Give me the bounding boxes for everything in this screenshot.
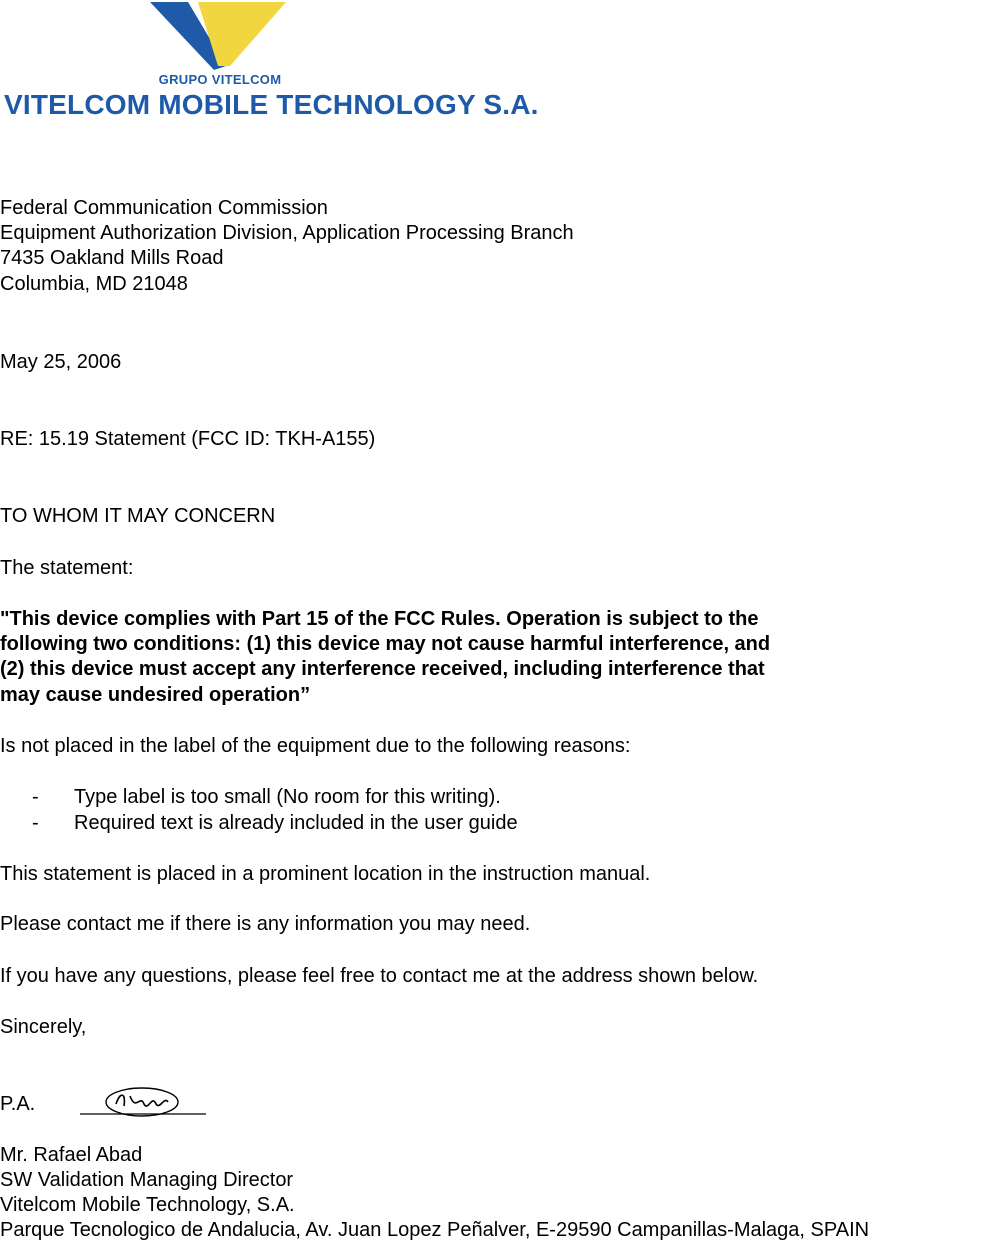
- company-logo: [0, 0, 539, 125]
- logo-company-name: VITELCOM MOBILE TECHNOLOGY S.A.: [4, 89, 539, 120]
- signatory-name: Mr. Rafael Abad: [0, 1144, 143, 1166]
- signatory-title: SW Validation Managing Director: [0, 1169, 294, 1191]
- reason-item: Type label is too small (No room for this writing).: [74, 786, 501, 808]
- signature: [72, 1082, 212, 1126]
- recipient-line-2: Equipment Authorization Division, Application Processing Branch: [0, 222, 574, 244]
- statement-intro: The statement:: [0, 557, 134, 579]
- closing: Sincerely,: [0, 1016, 87, 1038]
- reason-bullet: -: [32, 786, 39, 808]
- signatory-address: Parque Tecnologico de Andalucia, Av. Juan Lopez Peñalver, E-29590 Campanillas-Malaga, SPAIN: [0, 1219, 870, 1241]
- recipient-line-3: 7435 Oakland Mills Road: [0, 247, 224, 269]
- letter-subject: RE: 15.19 Statement (FCC ID: TKH-A155): [0, 428, 376, 450]
- statement-line-1: "This device complies with Part 15 of the FCC Rules. Operation is subject to the: [0, 608, 759, 630]
- statement-line-3: (2) this device must accept any interference received, including interference that: [0, 658, 765, 680]
- reason-item: Required text is already included in the user guide: [74, 812, 518, 834]
- logo-v-mark: [0, 0, 440, 80]
- recipient-line-1: Federal Communication Commission: [0, 197, 328, 219]
- letter-date: May 25, 2006: [0, 351, 122, 373]
- questions-paragraph: If you have any questions, please feel free to contact me at the address shown below.: [0, 965, 759, 987]
- logo-group-name: GRUPO VITELCOM: [158, 72, 282, 87]
- salutation: TO WHOM IT MAY CONCERN: [0, 505, 276, 527]
- statement-line-2: following two conditions: (1) this device may not cause harmful interference, and: [0, 633, 771, 655]
- statement-line-4: may cause undesired operation”: [0, 684, 311, 706]
- reasons-intro: Is not placed in the label of the equipment due to the following reasons:: [0, 735, 631, 757]
- reason-bullet: -: [32, 812, 39, 834]
- contact-paragraph: Please contact me if there is any information you may need.: [0, 913, 531, 935]
- placement-paragraph: This statement is placed in a prominent location in the instruction manual.: [0, 863, 651, 885]
- signatory-company: Vitelcom Mobile Technology, S.A.: [0, 1194, 295, 1216]
- recipient-line-4: Columbia, MD 21048: [0, 273, 188, 295]
- pa-label: P.A.: [0, 1093, 36, 1115]
